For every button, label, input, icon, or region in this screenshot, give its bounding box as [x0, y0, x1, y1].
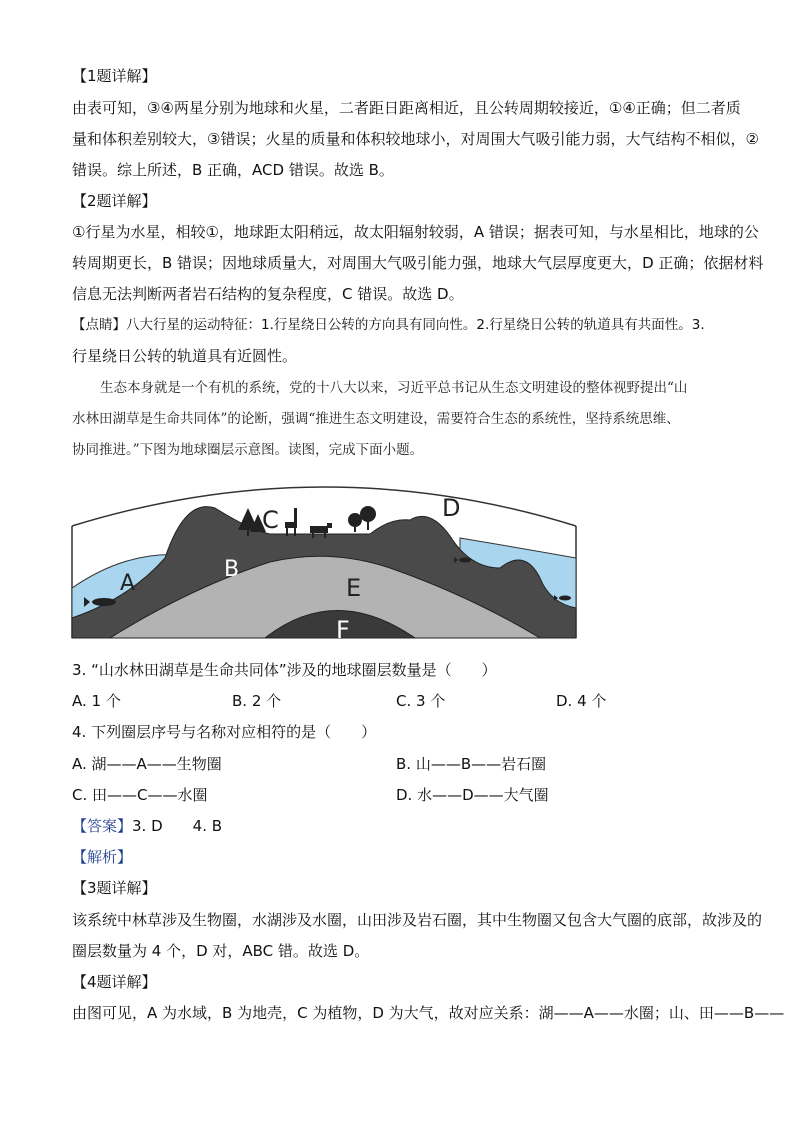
material-line: 协同推进。”下图为地球圈层示意图。读图，完成下面小题。	[72, 442, 424, 458]
label-d: D	[442, 494, 461, 522]
label-f: F	[336, 616, 350, 640]
text-line: 该系统中林草涉及生物圈，水湖涉及水圈，山田涉及岩石圈，其中生物圈又包含大气圈的底部，故涉及的	[72, 911, 763, 929]
q4-option-b: B. 山——B——岩石圈	[396, 755, 547, 773]
section-heading-q1: 【1题详解】	[72, 67, 157, 85]
giraffe-icon	[285, 508, 297, 536]
section-heading-q2: 【2题详解】	[72, 192, 157, 210]
label-a: A	[120, 571, 136, 596]
question-4-stem: 4. 下列圈层序号与名称对应相符的是（ ）	[72, 723, 377, 741]
answer-label: 【答案】	[72, 817, 133, 835]
earth-spheres-diagram	[70, 478, 580, 640]
analysis-label: 【解析】	[72, 848, 133, 866]
text-line: 由表可知，③④两星分别为地球和火星，二者距日距离相近，且公转周期较接近，①④正确；但二者质	[72, 99, 741, 117]
text-line: 量和体积差别较大，③错误；火星的质量和体积较地球小，对周围大气吸引能力弱，大气结构不相似，②	[72, 130, 759, 148]
q4-option-a: A. 湖——A——生物圈	[72, 755, 222, 773]
section-heading-q3: 【3题详解】	[72, 879, 157, 897]
q4-option-c: C. 田——C——水圈	[72, 786, 208, 804]
text-line: 由图可见，A 为水域，B 为地壳，C 为植物，D 为大气，故对应关系：湖——A——水圈；山、田——B——	[72, 1004, 785, 1022]
label-b: B	[224, 557, 240, 582]
label-c: C	[262, 506, 279, 534]
text-line: 转周期更长，B 错误；因地球质量大，对周围大气吸引能力强，地球大气层厚度更大，D 正确；依据材料	[72, 254, 764, 272]
answer-text: 3. D 4. B	[132, 817, 223, 835]
text-line: 错误。综上所述，B 正确，ACD 错误。故选 B。	[72, 161, 394, 179]
text-line: 信息无法判断两者岩石结构的复杂程度，C 错误。故选 D。	[72, 285, 464, 303]
q3-option-c: C. 3 个	[396, 692, 446, 710]
text-line: ①行星为水星，相较①，地球距太阳稍远，故太阳辐射较弱，A 错误；据表可知，与水星相比，地球的公	[72, 223, 759, 241]
label-e: E	[346, 574, 362, 602]
q3-option-b: B. 2 个	[232, 692, 282, 710]
material-line: 水林田湖草是生命共同体”的论断，强调“推进生态文明建设，需要符合生态的系统性，坚持系统思维、	[72, 411, 680, 427]
question-3-stem: 3. “山水林田湖草是生命共同体”涉及的地球圈层数量是（ ）	[72, 661, 497, 679]
q3-option-d: D. 4 个	[556, 692, 607, 710]
answer-line	[72, 816, 222, 836]
section-heading-q4: 【4题详解】	[72, 973, 157, 991]
tip-line: 【点睛】八大行星的运动特征：1.行星绕日公转的方向具有同向性。2.行星绕日公转的轨道具有共面性。3.	[72, 317, 705, 333]
text-line: 圈层数量为 4 个，D 对，ABC 错。故选 D。	[72, 942, 370, 960]
tree-icon	[348, 506, 376, 532]
q3-option-a: A. 1 个	[72, 692, 121, 710]
material-line: 生态本身就是一个有机的系统，党的十八大以来，习近平总书记从生态文明建设的整体视野提出“山	[100, 380, 688, 396]
tip-line: 行星绕日公转的轨道具有近圆性。	[72, 347, 298, 365]
q4-option-d: D. 水——D——大气圈	[396, 786, 549, 804]
